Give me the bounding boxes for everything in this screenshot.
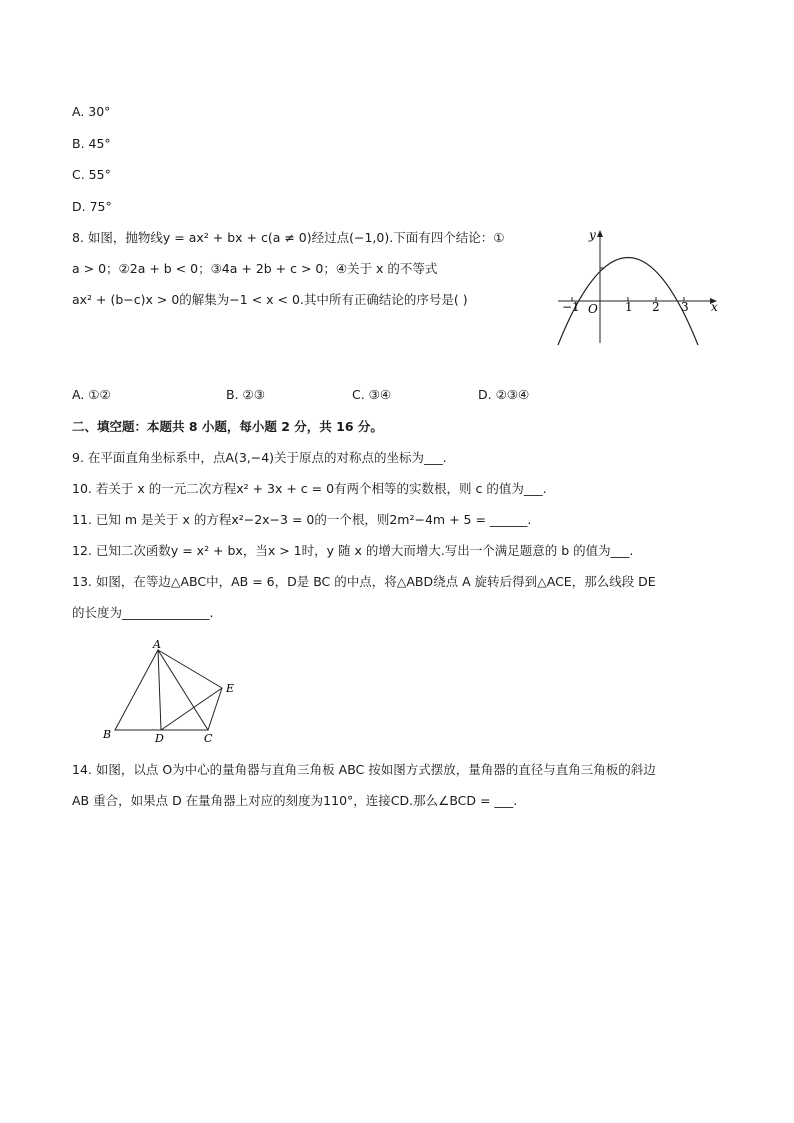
q14-text-line2: AB 重合，如果点 D 在量角器上对应的刻度为110°，连接CD.那么∠BCD = ___. (72, 793, 518, 808)
q11-text: 11. 已知 m 是关于 x 的方程x²−2x−3 = 0的一个根，则2m²−4m + 5 = ______. (72, 512, 532, 527)
vertex-label-b: B (103, 728, 112, 741)
q7-option-b: B. 45° (72, 136, 111, 151)
segment-ae (158, 650, 222, 688)
tick-label-1: 1 (625, 300, 633, 314)
x-axis-label: x (711, 300, 718, 314)
q8-option-a: A. ①② (72, 387, 111, 402)
segment-ad (158, 650, 161, 730)
q8-parabola-graph (550, 225, 730, 350)
q8-option-d: D. ②③④ (478, 387, 530, 402)
q10-text: 10. 若关于 x 的一元二次方程x² + 3x + c = 0有两个相等的实数根，则 c 的值为___. (72, 481, 547, 496)
tick-label-3: 3 (681, 300, 689, 314)
vertex-label-c: C (204, 732, 213, 745)
tick-label-2: 2 (652, 300, 660, 314)
q7-option-a: A. 30° (72, 104, 111, 119)
q13-triangle-figure (100, 638, 245, 748)
y-axis-label: y (589, 228, 596, 242)
vertex-label-a: A (153, 638, 161, 651)
tick-label-neg1: −1 (562, 300, 580, 314)
vertex-label-e: E (226, 682, 235, 695)
section2-header: 二、填空题：本题共 8 小题，每小题 2 分，共 16 分。 (72, 419, 383, 434)
q7-option-d: D. 75° (72, 199, 112, 214)
q8-text-line1: 8. 如图，抛物线y = ax² + bx + c(a ≠ 0)经过点(−1,0).下面有四个结论：① (72, 230, 505, 245)
y-axis-arrow-icon (597, 230, 603, 237)
triangle-abc (115, 650, 208, 730)
vertex-label-d: D (155, 732, 164, 745)
segment-ce (208, 688, 222, 730)
q12-text: 12. 已知二次函数y = x² + bx，当x > 1时，y 随 x 的增大而增大.写出一个满足题意的 b 的值为___. (72, 543, 634, 558)
q13-text-line1: 13. 如图，在等边△ABC中，AB = 6，D是 BC 的中点，将△ABD绕点 A 旋转后得到△ACE，那么线段 DE (72, 574, 656, 589)
q8-options (72, 386, 592, 404)
q8-text-line3: ax² + (b−c)x > 0的解集为−1 < x < 0.其中所有正确结论的序号是( ) (72, 292, 468, 307)
q13-text-line2: 的长度为______________. (72, 605, 214, 620)
segment-de (161, 688, 222, 730)
q8-text-line2: a > 0；②2a + b < 0；③4a + 2b + c > 0；④关于 x 的不等式 (72, 261, 438, 276)
q14-text-line1: 14. 如图，以点 O为中心的量角器与直角三角板 ABC 按如图方式摆放，量角器的直径与直角三角板的斜边 (72, 762, 656, 777)
q8-option-b: B. ②③ (226, 387, 265, 402)
q7-option-c: C. 55° (72, 167, 111, 182)
q8-option-c: C. ③④ (352, 387, 392, 402)
q9-text: 9. 在平面直角坐标系中，点A(3,−4)关于原点的对称点的坐标为___. (72, 450, 447, 465)
origin-label: O (588, 302, 598, 316)
